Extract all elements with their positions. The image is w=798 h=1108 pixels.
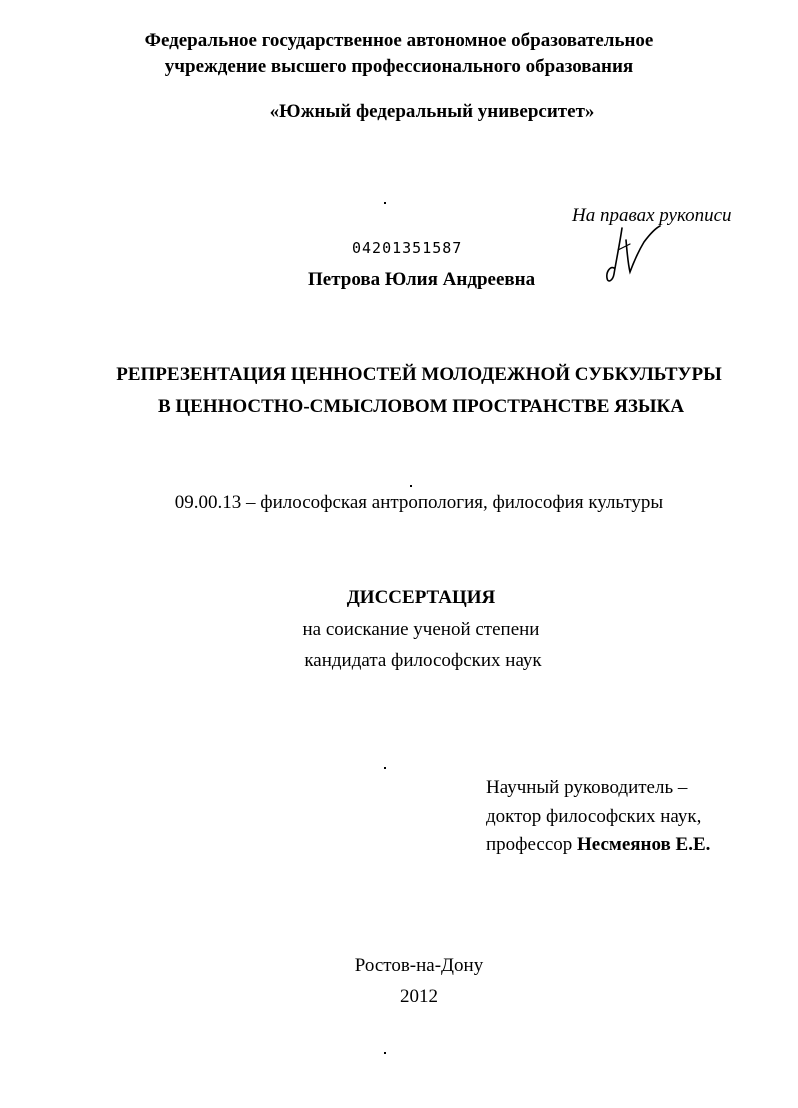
author-name: Петрова Юлия Андреевна [308, 269, 536, 290]
signature [600, 222, 670, 288]
city: Ростов-на-Дону [354, 955, 484, 976]
university-name: «Южный федеральный университет» [269, 101, 595, 122]
supervisor-name: Несмеянов Е.Е. [577, 834, 711, 855]
year: 2012 [400, 986, 438, 1007]
degree-line-1: на соискание ученой степени [302, 619, 540, 640]
scan-dot [384, 767, 386, 769]
registration-number: 04201351587 [352, 239, 463, 257]
manuscript-note: На правах рукописи [572, 205, 732, 226]
supervisor-rank: профессор [486, 834, 573, 855]
degree-line-2: кандидата философских наук [304, 650, 542, 671]
dissertation-title-line-2: В ЦЕННОСТНО-СМЫСЛОВОМ ПРОСТРАНСТВЕ ЯЗЫКА [157, 396, 685, 417]
supervisor-degree: доктор философских наук, [486, 806, 702, 827]
supervisor-role: Научный руководитель – [486, 777, 688, 798]
scan-dot [384, 1052, 386, 1054]
organization-line-2: учреждение высшего профессионального образования [164, 56, 634, 77]
organization-line-1: Федеральное государственное автономное образовательное [144, 30, 654, 51]
dissertation-title-line-1: РЕПРЕЗЕНТАЦИЯ ЦЕННОСТЕЙ МОЛОДЕЖНОЙ СУБКУЛЬТУРЫ [116, 364, 722, 385]
scan-dot [410, 485, 412, 487]
scan-dot [384, 202, 386, 204]
document-type: ДИССЕРТАЦИЯ [346, 587, 496, 608]
specialty-code: 09.00.13 – философская антропология, философия культуры [174, 492, 664, 513]
supervisor-title [486, 833, 710, 857]
